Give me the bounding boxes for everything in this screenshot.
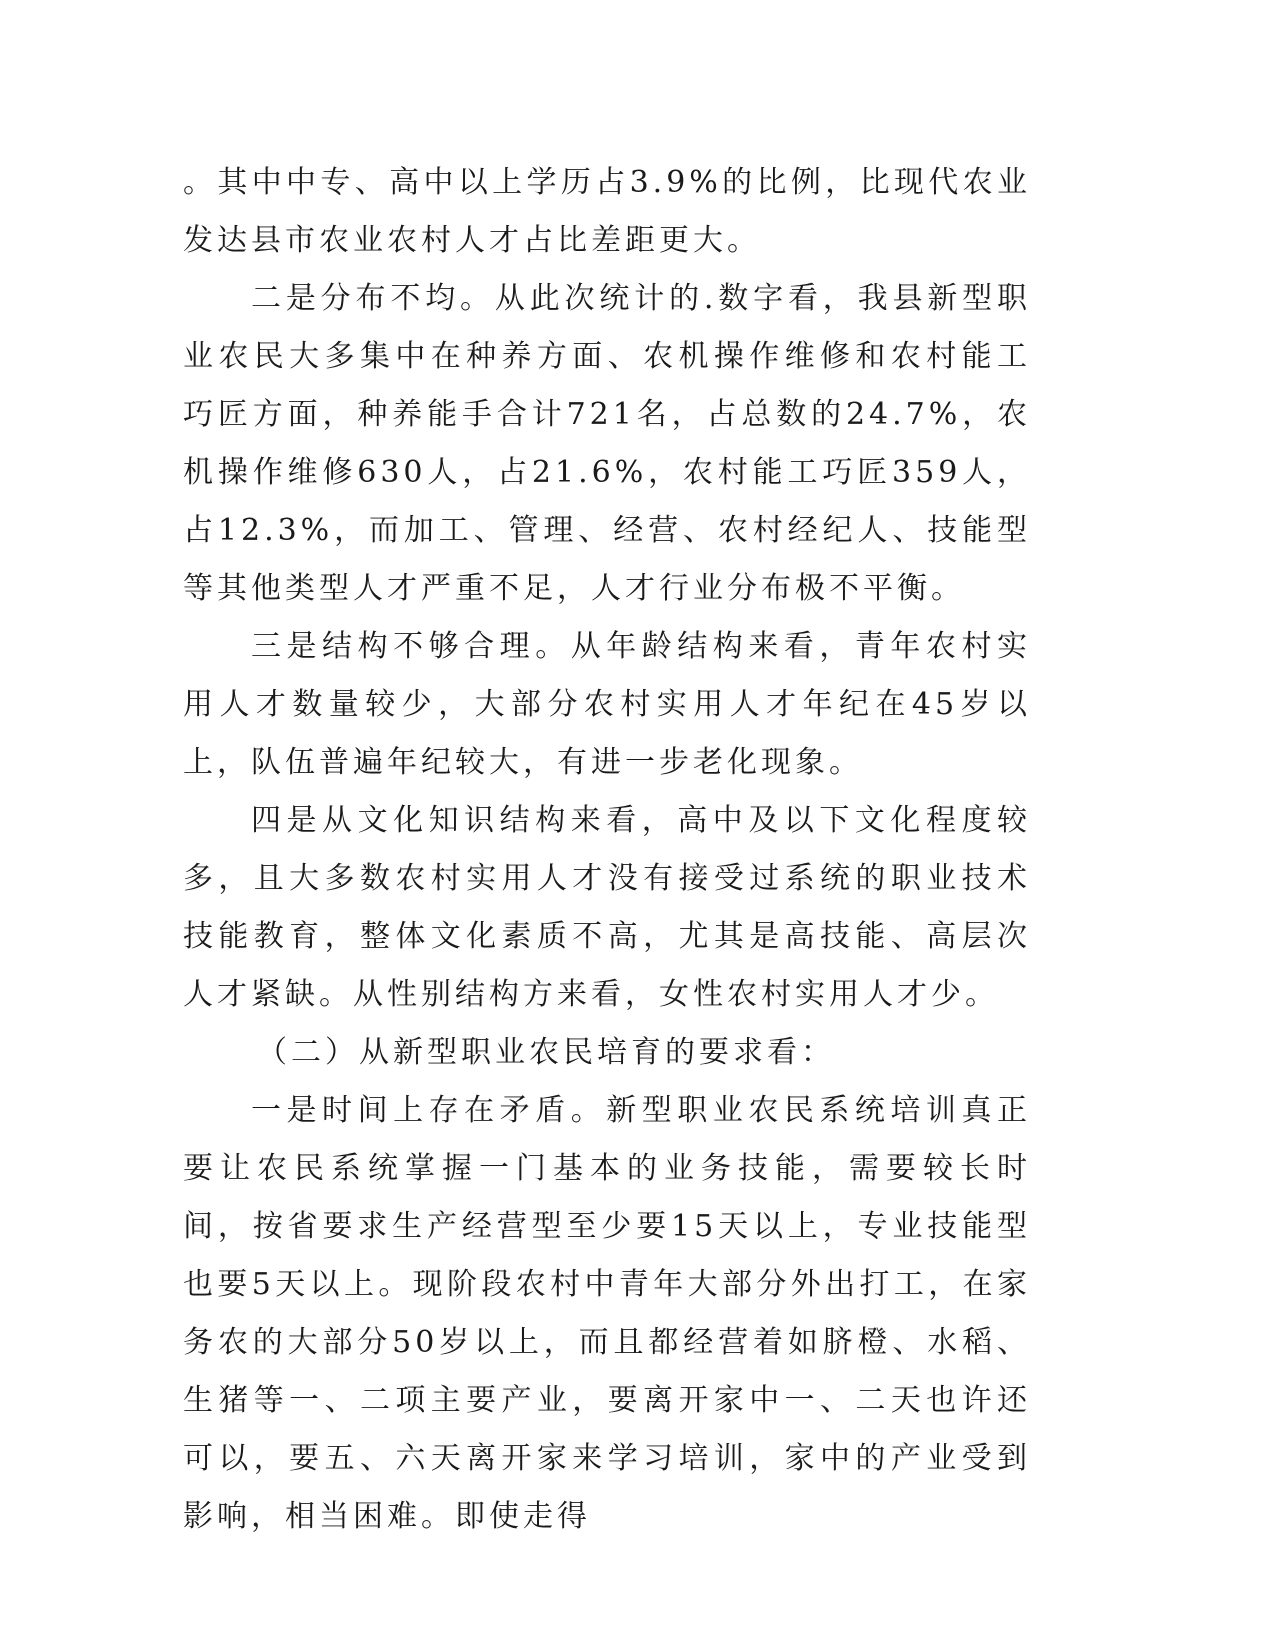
paragraph-distribution: 二是分布不均。从此次统计的.数字看，我县新型职业农民大多集中在种养方面、农机操作维修和农村能工巧匠方面，种养能手合计721名，占总数的24.7%，农机操作维修630人，占21.6%，农村能工巧匠359人，占12.3%，而加工、管理、经营、农村经纪人、技能型等其他类型人才严重不足，人才行业分布极不平衡。 (183, 281, 1031, 606)
section-heading: （二）从新型职业农民培育的要求看： (257, 1035, 835, 1070)
paragraph-education: 四是从文化知识结构来看，高中及以下文化程度较多，且大多数农村实用人才没有接受过系统的职业技术技能教育，整体文化素质不高，尤其是高技能、高层次人才紧缺。从性别结构方来看，女性农村实用人才少。 (183, 803, 1031, 1012)
paragraph-time-conflict: 一是时间上存在矛盾。新型职业农民系统培训真正要让农民系统掌握一门基本的业务技能，需要较长时间，按省要求生产经营型至少要15天以上，专业技能型也要5天以上。现阶段农村中青年大部分外出打工，在家务农的大部分50岁以上，而且都经营着如脐橙、水稻、生猪等一、二项主要产业，要离开家中一、二天也许还可以，要五、六天离开家来学习培训，家中的产业受到影响，相当困难。即使走得 (183, 1093, 1031, 1534)
paragraph-continuation: 。其中中专、高中以上学历占3.9%的比例，比现代农业发达县市农业农村人才占比差距更大。 (183, 165, 1031, 258)
document-page (183, 154, 1031, 1546)
paragraph-structure: 三是结构不够合理。从年龄结构来看，青年农村实用人才数量较少，大部分农村实用人才年纪在45岁以上，队伍普遍年纪较大，有进一步老化现象。 (183, 629, 1031, 780)
